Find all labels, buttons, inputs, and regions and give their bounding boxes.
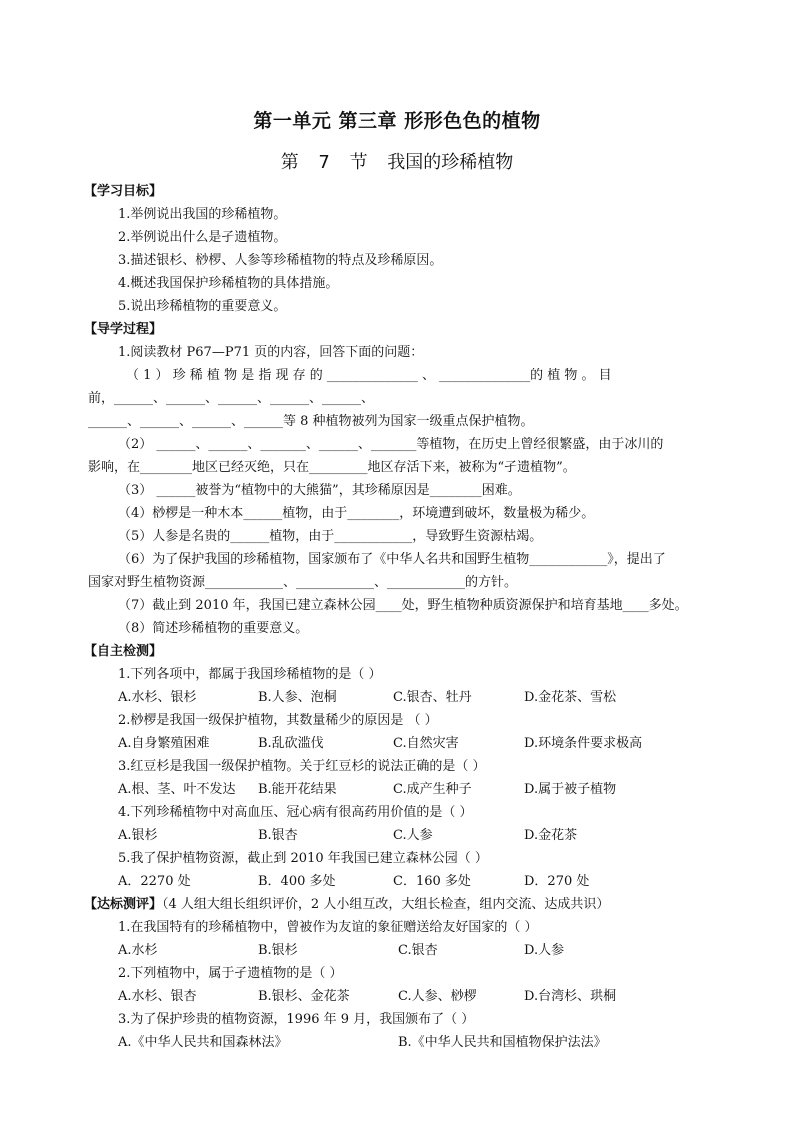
option: D.金花茶、雪松 <box>524 690 617 705</box>
document-body <box>84 180 708 1054</box>
section-title: 第 7 节 我国的珍稀植物 <box>280 152 514 173</box>
process-question-1a: （ 1 ） 珍 稀 植 物 是 指 现 存 的 ______________ 、 ______________的 植 物 。 目 <box>126 368 612 383</box>
option: D.人参 <box>524 943 565 958</box>
goal-item: 5.说出珍稀植物的重要意义。 <box>118 299 287 314</box>
self-check-options <box>88 824 708 847</box>
evaluation-options <box>88 1031 708 1054</box>
option: C.成产生种子 <box>393 782 472 797</box>
self-check-options <box>88 686 708 709</box>
process-question-1c: ______、______、______、______等 8 种植物被列为国家一级重点保护植物。 <box>88 414 534 429</box>
evaluation-header <box>84 893 708 916</box>
self-check-question: 2.桫椤是我国一级保护植物，其数量稀少的原因是 （ ） <box>118 713 438 728</box>
goals-heading: 【学习目标】 <box>84 184 163 199</box>
option: D.金花茶 <box>524 828 578 843</box>
goal-item: 4.概述我国保护珍稀植物的具体措施。 <box>118 276 339 291</box>
option: A．2270 处 <box>118 874 191 889</box>
self-check-question: 1.下列各项中，都属于我国珍稀植物的是（ ） <box>118 667 382 682</box>
option: A.《中华人民共和国森林法》 <box>118 1035 288 1050</box>
goal-item: 3.描述银杉、桫椤、人参等珍稀植物的特点及珍稀原因。 <box>118 253 443 268</box>
option: D.环境条件要求极高 <box>524 736 643 751</box>
evaluation-question: 1.在我国特有的珍稀植物中，曾被作为友谊的象征赠送给友好国家的（ ） <box>118 920 538 935</box>
evaluation-question: 3.为了保护珍贵的植物资源，1996 年 9 月，我国颁布了（ ） <box>118 1012 475 1027</box>
process-question-4: （4）桫椤是一种木本______植物，由于________，环境遭到破坏，数量极为稀少。 <box>118 506 595 521</box>
evaluation-heading: 【达标测评】 <box>84 897 163 912</box>
option: C.银杏、牡丹 <box>393 690 472 705</box>
process-question-6a: （6）为了保护我国的珍稀植物，国家颁布了《中华人名共和国野生植物____________》，提出了 <box>118 552 666 567</box>
option: B.银杏 <box>258 828 298 843</box>
self-check-question: 3.红豆杉是我国一级保护植物。关于红豆杉的说法正确的是（ ） <box>118 759 486 774</box>
goal-item: 2.举例说出什么是孑遗植物。 <box>118 230 287 245</box>
option: A.自身繁殖困难 <box>118 736 210 751</box>
option: C.人参 <box>393 828 433 843</box>
option: B.人参、泡桐 <box>258 690 337 705</box>
option: A.水杉、银杉 <box>118 690 197 705</box>
option: B．400 多处 <box>258 874 336 889</box>
option: B.能开花结果 <box>258 782 337 797</box>
option: C．160 多处 <box>393 874 471 889</box>
option: B.《中华人民共和国植物保护法法》 <box>398 1035 607 1050</box>
option: C.自然灾害 <box>393 736 459 751</box>
option: B.银杉、金花茶 <box>258 989 350 1004</box>
process-question-1b: 前，______、______、______、______、______、 <box>88 391 375 406</box>
option: D.台湾杉、珙桐 <box>524 989 617 1004</box>
self-check-heading: 【自主检测】 <box>84 644 163 659</box>
process-question-2b: 影响，在________地区已经灭绝，只在_________地区存活下来，被称为“孑遗植物”。 <box>88 460 576 475</box>
option: D．270 处 <box>524 874 590 889</box>
option: C.银杏 <box>398 943 438 958</box>
option: A.水杉、银杏 <box>118 989 197 1004</box>
option: B.银杉 <box>258 943 298 958</box>
process-question-7: （7）截止到 2010 年，我国已建立森林公园____处，野生植物种质资源保护和培育基地____多处。 <box>118 598 688 613</box>
option: A.根、茎、叶不发达 <box>118 782 236 797</box>
evaluation-question: 2.下列植物中，属于孑遗植物的是（ ） <box>118 966 343 981</box>
self-check-options <box>88 870 708 893</box>
option: D.属于被子植物 <box>524 782 617 797</box>
unit-title: 第一单元 第三章 形形色色的植物 <box>253 110 541 132</box>
process-question-8: （8）简述珍稀植物的重要意义。 <box>118 621 309 636</box>
self-check-options <box>88 732 708 755</box>
process-question-5: （5）人参是名贵的______植物，由于____________，导致野生资源枯竭。 <box>118 529 543 544</box>
self-check-question: 5.我了保护植物资源，截止到 2010 年我国已建立森林公园（ ） <box>118 851 488 866</box>
evaluation-options <box>88 985 708 1008</box>
goal-item: 1.举例说出我国的珍稀植物。 <box>118 207 287 222</box>
process-question-3: （3） ______被誉为“植物中的大熊猫”，其珍稀原因是________困难。 <box>118 483 521 498</box>
process-question-2a: （2） ______、______、_______、______、_______等植物，在历史上曾经很繁盛，由于冰川的 <box>118 437 664 452</box>
process-heading: 【导学过程】 <box>84 322 163 337</box>
evaluation-note: （4 人组大组长组织评价，2 人小组互改，大组长检查，组内交流、达成共识） <box>162 897 610 912</box>
self-check-options <box>88 778 708 801</box>
process-intro: 1.阅读教材 P67—P71 页的内容，回答下面的问题： <box>118 345 424 360</box>
process-question-6b: 国家对野生植物资源____________、____________、____________的方针。 <box>88 575 518 590</box>
option: A.水杉 <box>118 943 158 958</box>
self-check-question: 4.下列珍稀植物中对高血压、冠心病有很高药用价值的是（ ） <box>118 805 473 820</box>
option: A.银杉 <box>118 828 158 843</box>
option: C.人参、桫椤 <box>398 989 477 1004</box>
evaluation-options <box>88 939 708 962</box>
option: B.乱砍滥伐 <box>258 736 324 751</box>
